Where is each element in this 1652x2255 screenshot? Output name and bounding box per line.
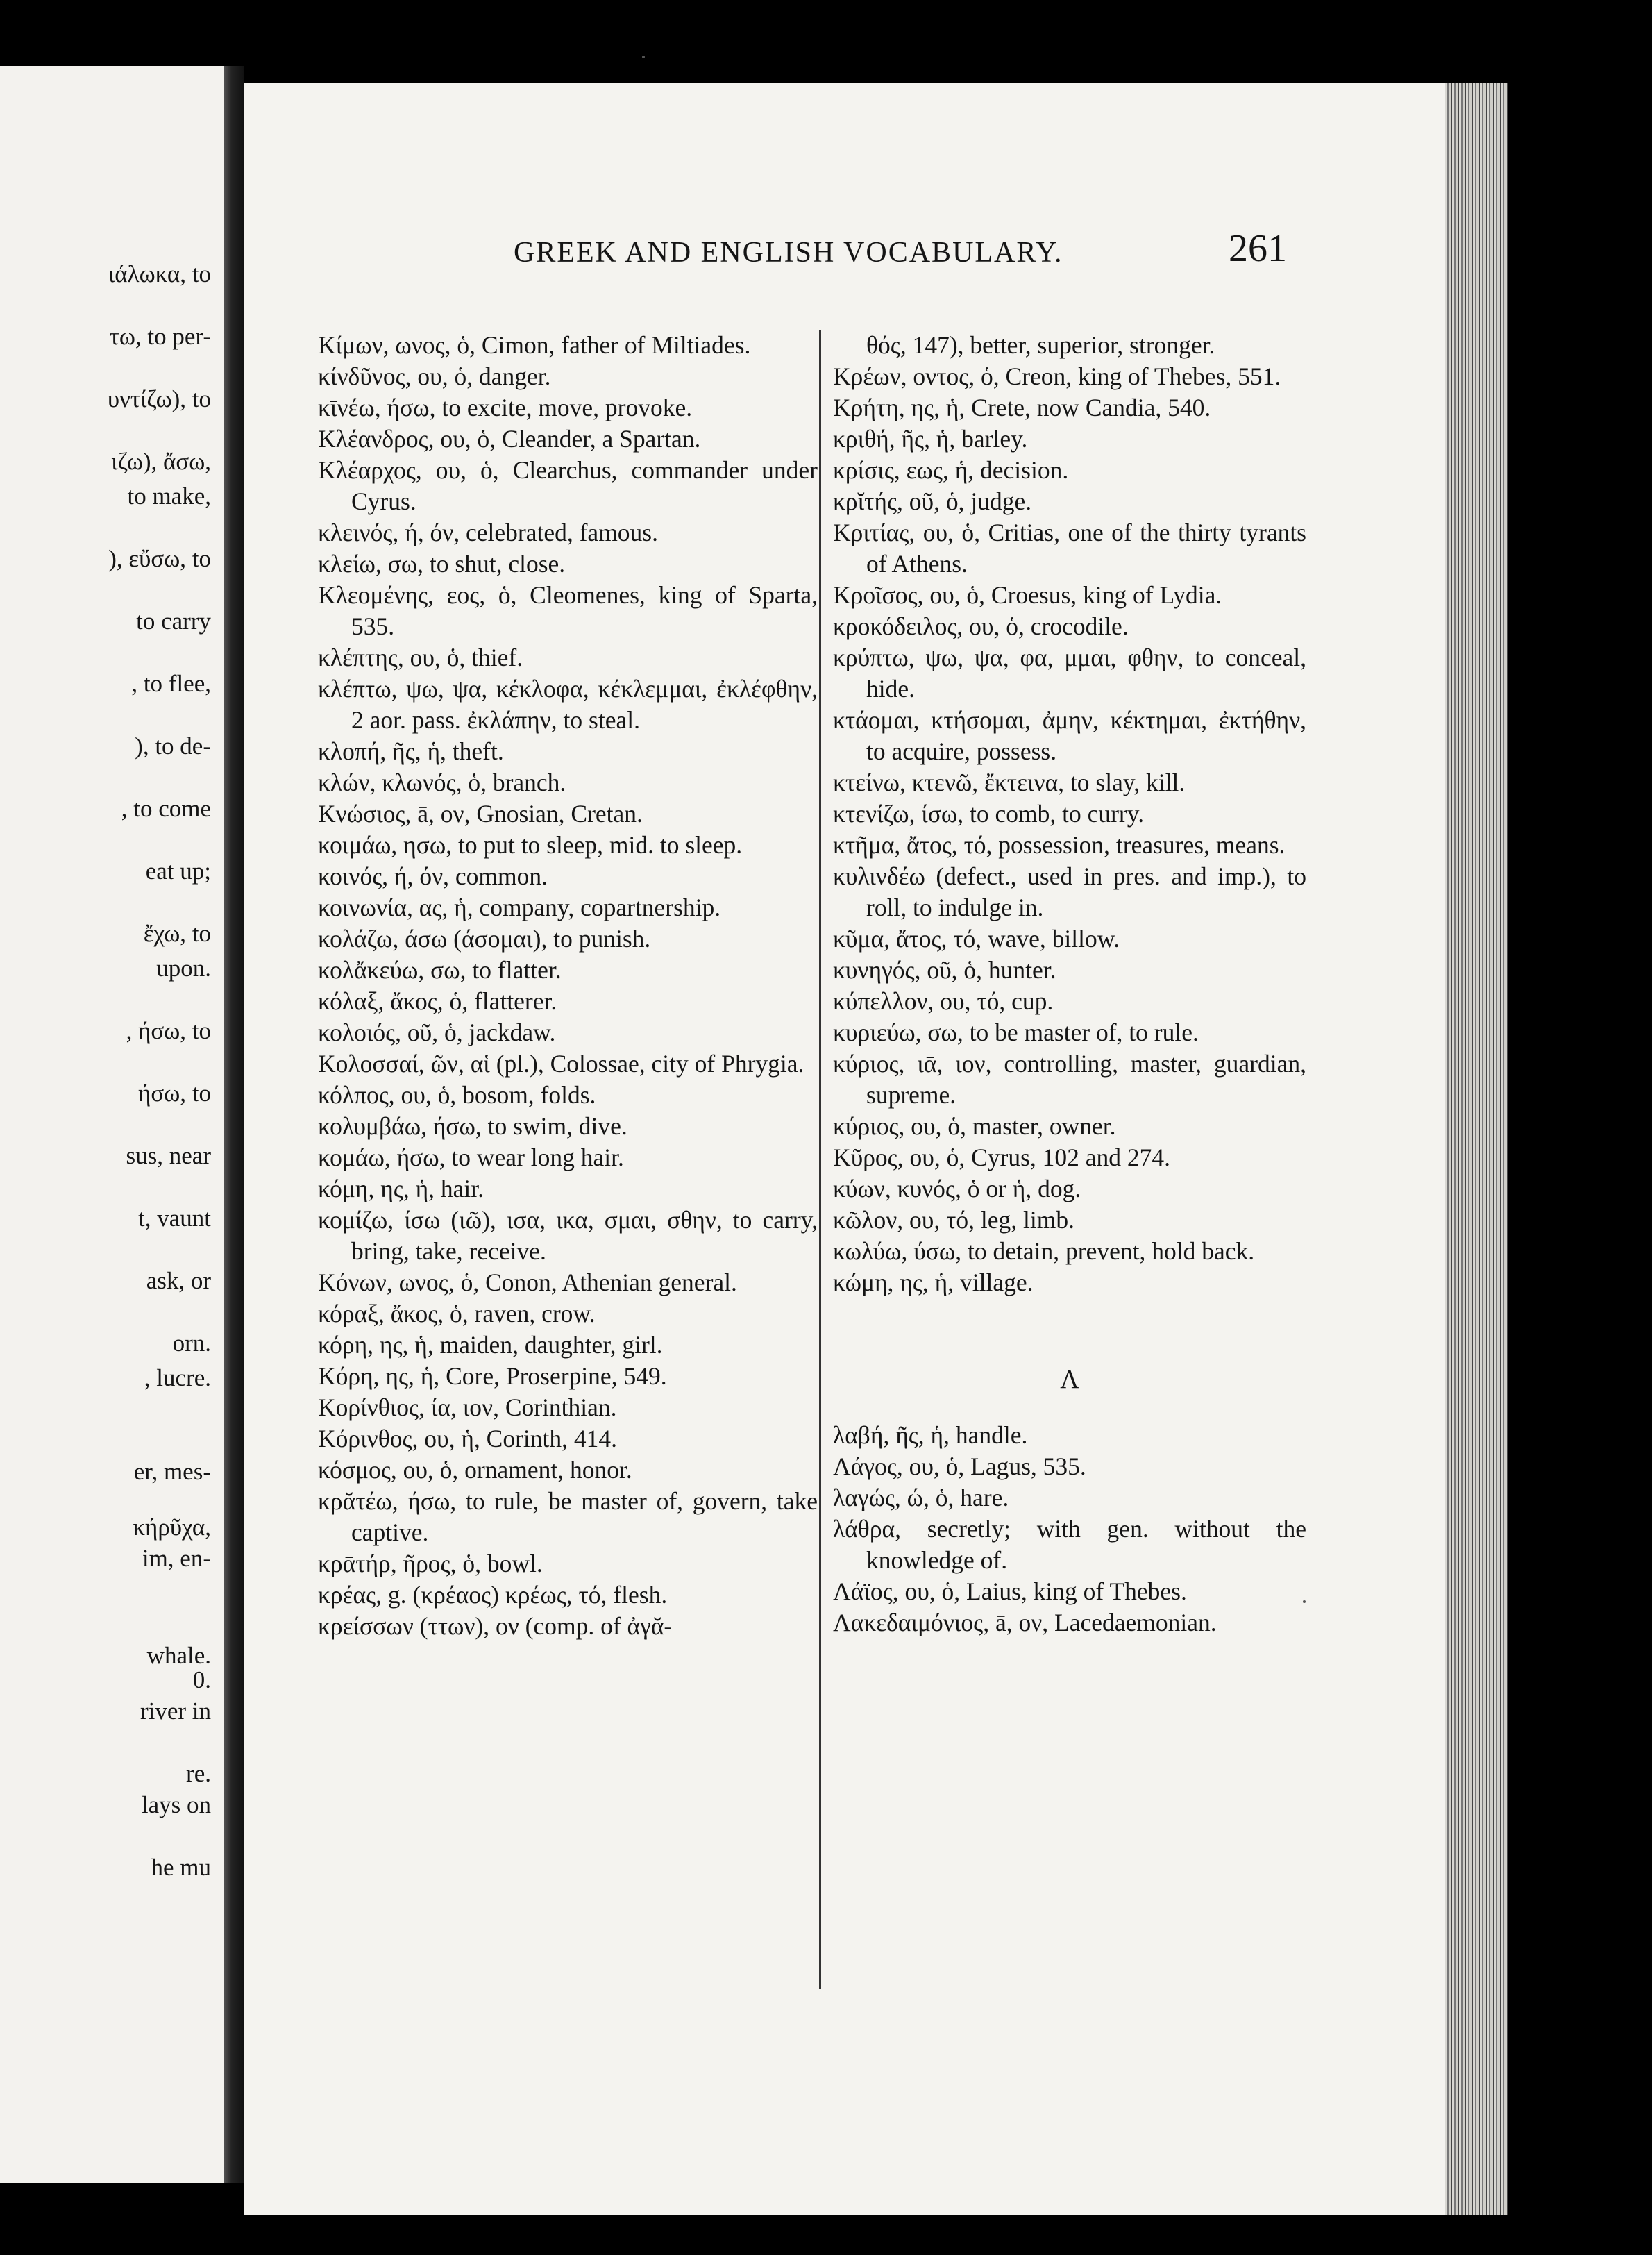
vocabulary-entry: λαγώς, ώ, ὁ, hare. bbox=[833, 1484, 1009, 1511]
right-column bbox=[833, 330, 1306, 1638]
left-page-fragment: υντίζω), to bbox=[107, 385, 211, 412]
vocabulary-entry: κίνδῦνος, ου, ὁ, danger. bbox=[318, 362, 551, 390]
left-page-fragment: eat up; bbox=[145, 857, 211, 885]
vocabulary-entry: κόσμος, ου, ὁ, ornament, honor. bbox=[318, 1456, 632, 1484]
left-page-fragment: ask, or bbox=[146, 1267, 211, 1294]
vocabulary-entry: Κροῖσος, ου, ὁ, Croesus, king of Lydia. bbox=[833, 581, 1222, 609]
vocabulary-entry: θός, 147), better, superior, stronger. bbox=[866, 331, 1215, 359]
left-page-fragment: he mu bbox=[151, 1854, 211, 1881]
left-page-fragment: 0. bbox=[192, 1666, 211, 1693]
vocabulary-entry: κομάω, ήσω, to wear long hair. bbox=[318, 1143, 624, 1171]
vocabulary-entry: κολἄκεύω, σω, to flatter. bbox=[318, 956, 562, 984]
vocabulary-entry: κλών, κλωνός, ὁ, branch. bbox=[318, 769, 566, 796]
left-page-fragment: er, mes- bbox=[133, 1458, 211, 1485]
left-page-fragment: , to flee, bbox=[131, 670, 211, 697]
vocabulary-entry: κολοιός, οῦ, ὁ, jackdaw. bbox=[318, 1018, 556, 1046]
left-page-fragment: river in bbox=[140, 1697, 211, 1725]
vocabulary-entry: Κνώσιος, ā, ον, Gnosian, Cretan. bbox=[318, 800, 643, 828]
vocabulary-entry: κοινός, ή, όν, common. bbox=[318, 862, 548, 890]
vocabulary-entry: κόλπος, ου, ὁ, bosom, folds. bbox=[318, 1081, 596, 1109]
speck bbox=[1303, 1600, 1306, 1603]
vocabulary-entry: κόραξ, ἄκος, ὁ, raven, crow. bbox=[318, 1300, 596, 1327]
vocabulary-entry: Λακεδαιμόνιος, ā, ον, Lacedaemonian. bbox=[833, 1609, 1217, 1636]
vocabulary-entry: κυριεύω, σω, to be master of, to rule. bbox=[833, 1018, 1199, 1046]
vocabulary-entry: Κῦρος, ου, ὁ, Cyrus, 102 and 274. bbox=[833, 1143, 1171, 1171]
vocabulary-entry: κλέπτω, ψω, ψα, κέκλοφα, κέκλεμμαι, ἐκλέφθην, 2 aor. pass. ἐκλάπην, to steal. bbox=[318, 675, 818, 734]
left-page-fragment: im, en- bbox=[142, 1545, 211, 1572]
vocabulary-entry: κρίσις, εως, ἡ, decision. bbox=[833, 456, 1069, 484]
vocabulary-entry: κόμη, ης, ἡ, hair. bbox=[318, 1175, 484, 1202]
vocabulary-entry: κλεινός, ή, όν, celebrated, famous. bbox=[318, 519, 658, 546]
vocabulary-entry: κυλινδέω (defect., used in pres. and imp.), to roll, to indulge in. bbox=[833, 862, 1306, 921]
vocabulary-entry: κλέπτης, ου, ὁ, thief. bbox=[318, 644, 523, 671]
left-page-fragment: lays on bbox=[141, 1791, 211, 1818]
vocabulary-entry: Κλέαρχος, ου, ὁ, Clearchus, commander under Cyrus. bbox=[318, 456, 818, 515]
vocabulary-entry: κτάομαι, κτήσομαι, ἀμην, κέκτημαι, ἐκτήθην, to acquire, possess. bbox=[833, 706, 1306, 765]
left-page-fragment: to carry bbox=[136, 607, 211, 635]
vocabulary-entry: κρύπτω, ψω, ψα, φα, μμαι, φθην, to conceal, hide. bbox=[833, 644, 1306, 703]
left-page-fragment: upon. bbox=[156, 955, 211, 982]
vocabulary-entry: κυνηγός, οῦ, ὁ, hunter. bbox=[833, 956, 1056, 984]
vocabulary-entry: κοινωνία, ας, ἡ, company, copartnership. bbox=[318, 894, 721, 921]
vocabulary-entry: Κόρη, ης, ἡ, Core, Proserpine, 549. bbox=[318, 1362, 667, 1390]
left-page-fragment: ), to de- bbox=[135, 732, 211, 760]
vocabulary-entry: κρείσσων (ττων), ον (comp. of ἀγᾰ- bbox=[318, 1612, 673, 1640]
left-page-fragment: ιζω), ἄσω, bbox=[111, 448, 211, 475]
vocabulary-entry: κρέας, g. (κρέαος) κρέως, τό, flesh. bbox=[318, 1581, 668, 1609]
vocabulary-entry: Κρέων, οντος, ὁ, Creon, king of Thebes, 551. bbox=[833, 362, 1281, 390]
vocabulary-entry: κῦμα, ἄτος, τό, wave, billow. bbox=[833, 925, 1120, 953]
left-page-fragment: t, vaunt bbox=[138, 1205, 211, 1232]
vocabulary-entry: κτείνω, κτενῶ, ἔκτεινα, to slay, kill. bbox=[833, 769, 1186, 796]
left-page-fragment: orn. bbox=[172, 1330, 211, 1357]
vocabulary-entry: κῑνέω, ήσω, to excite, move, provoke. bbox=[318, 394, 693, 421]
vocabulary-entry: κῶλον, ου, τό, leg, limb. bbox=[833, 1206, 1074, 1234]
vocabulary-entry: κλείω, σω, to shut, close. bbox=[318, 550, 566, 578]
vocabulary-entry: κύριος, ιᾱ, ιον, controlling, master, guardian, supreme. bbox=[833, 1050, 1306, 1109]
running-header: GREEK AND ENGLISH VOCABULARY. bbox=[514, 237, 1063, 269]
vocabulary-entry: κροκόδειλος, ου, ὁ, crocodile. bbox=[833, 612, 1129, 640]
left-page-fragment: ἔχω, to bbox=[143, 920, 211, 947]
column-rule bbox=[819, 330, 821, 1989]
left-page-fragment: whale. bbox=[146, 1642, 211, 1669]
vocabulary-entry: Κολοσσαί, ῶν, αἱ (pl.), Colossae, city of Phrygia. bbox=[318, 1050, 804, 1078]
vocabulary-entry: κόρη, ης, ἡ, maiden, daughter, girl. bbox=[318, 1331, 663, 1359]
left-page-fragment: , to come bbox=[121, 795, 211, 822]
left-page-fragment: , lucre. bbox=[144, 1364, 211, 1391]
left-page-fragment: sus, near bbox=[126, 1142, 211, 1169]
vocabulary-entry: Λάγος, ου, ὁ, Lagus, 535. bbox=[833, 1452, 1086, 1480]
vocabulary-entry: κώμη, ης, ἡ, village. bbox=[833, 1268, 1034, 1296]
vocabulary-entry: Κόνων, ωνος, ὁ, Conon, Athenian general. bbox=[318, 1268, 737, 1296]
left-page-fragment: re. bbox=[186, 1760, 211, 1787]
vocabulary-entry: Κλεομένης, εος, ὁ, Cleomenes, king of Sparta, 535. bbox=[318, 581, 818, 640]
vocabulary-entry: κρῐτής, οῦ, ὁ, judge. bbox=[833, 487, 1032, 515]
vocabulary-entry: Κριτίας, ου, ὁ, Critias, one of the thirty tyrants of Athens. bbox=[833, 519, 1306, 578]
vocabulary-entry: Λάϊος, ου, ὁ, Laius, king of Thebes. bbox=[833, 1577, 1187, 1605]
vocabulary-entry: κλοπή, ῆς, ἡ, theft. bbox=[318, 737, 504, 765]
left-page-fragment: ήσω, to bbox=[138, 1080, 211, 1107]
book-gutter bbox=[224, 66, 244, 2183]
left-page-fragment: τω, to per- bbox=[109, 323, 211, 350]
vocabulary-entry: κριθή, ῆς, ἡ, barley. bbox=[833, 425, 1028, 453]
vocabulary-entry: λαβή, ῆς, ἡ, handle. bbox=[833, 1421, 1028, 1449]
vocabulary-entry: κόλαξ, ἄκος, ὁ, flatterer. bbox=[318, 987, 557, 1015]
page-number: 261 bbox=[1229, 227, 1287, 270]
left-page-fragment: ), εὔσω, to bbox=[108, 545, 211, 572]
vocabulary-entry: Κρήτη, ης, ἡ, Crete, now Candia, 540. bbox=[833, 394, 1211, 421]
vocabulary-entry: κωλύω, ύσω, to detain, prevent, hold back. bbox=[833, 1237, 1255, 1265]
vocabulary-entry: κύριος, ου, ὁ, master, owner. bbox=[833, 1112, 1116, 1140]
vocabulary-entry: κύπελλον, ου, τό, cup. bbox=[833, 987, 1054, 1015]
left-page-fragment: to make, bbox=[127, 483, 211, 510]
vocabulary-entry: κομίζω, ίσω (ιῶ), ισα, ικα, σμαι, σθην, to carry, bring, take, receive. bbox=[318, 1206, 818, 1265]
speck bbox=[642, 56, 645, 58]
page-edges bbox=[1445, 83, 1508, 2215]
left-column bbox=[318, 330, 818, 1642]
letter-heading: Λ bbox=[1060, 1365, 1079, 1394]
vocabulary-entry: κρᾰτέω, ήσω, to rule, be master of, govern, take captive. bbox=[318, 1487, 818, 1546]
vocabulary-entry: κοιμάω, ησω, to put to sleep, mid. to sleep. bbox=[318, 831, 743, 859]
left-page-fragment: , ήσω, to bbox=[126, 1017, 211, 1044]
vocabulary-entry: κρᾱτήρ, ῆρος, ὁ, bowl. bbox=[318, 1550, 543, 1577]
vocabulary-entry: κτενίζω, ίσω, to comb, to curry. bbox=[833, 800, 1145, 828]
vocabulary-entry: κολυμβάω, ήσω, to swim, dive. bbox=[318, 1112, 627, 1140]
vocabulary-entry: Κόρινθος, ου, ἡ, Corinth, 414. bbox=[318, 1425, 618, 1452]
left-page-fragment: κήρῦχα, bbox=[133, 1514, 211, 1541]
vocabulary-entry: κύων, κυνός, ὁ or ἡ, dog. bbox=[833, 1175, 1081, 1202]
vocabulary-entry: κολάζω, άσω (άσομαι), to punish. bbox=[318, 925, 651, 953]
vocabulary-entry: Κλέανδρος, ου, ὁ, Cleander, a Spartan. bbox=[318, 425, 701, 453]
vocabulary-entry: Κίμων, ωνος, ὁ, Cimon, father of Miltiades. bbox=[318, 331, 751, 359]
left-page-fragment: ιάλωκα, to bbox=[108, 260, 211, 287]
vocabulary-entry: λάθρα, secretly; with gen. without the knowledge of. bbox=[833, 1515, 1306, 1574]
vocabulary-entry: Κορίνθιος, ία, ιον, Corinthian. bbox=[318, 1393, 617, 1421]
left-page bbox=[0, 66, 224, 2183]
vocabulary-entry: κτῆμα, ἄτος, τό, possession, treasures, means. bbox=[833, 831, 1286, 859]
